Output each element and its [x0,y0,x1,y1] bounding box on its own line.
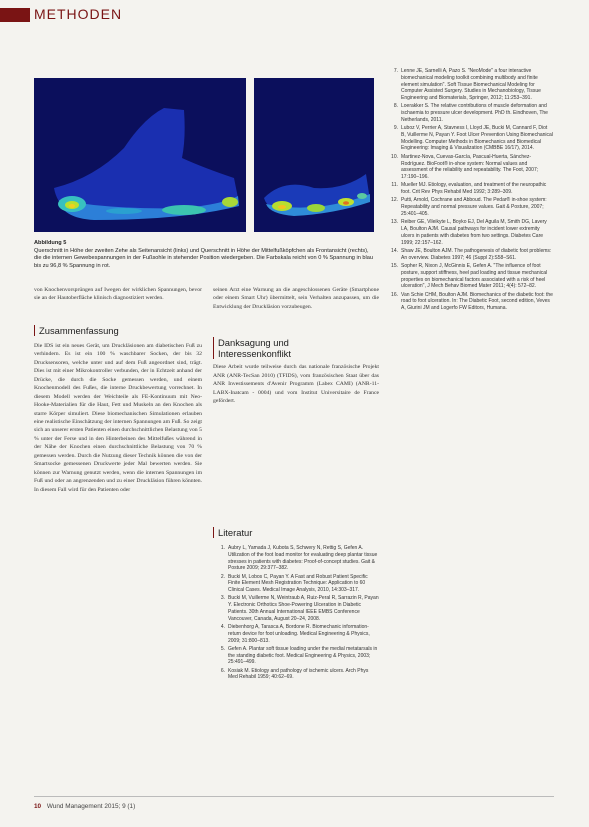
reference-number: 4. [220,624,225,631]
reference-item [386,103,553,123]
reference-text: Bucki M, Vuillerme N, Weintraub A, Ruiz-Peral R, Sarrazin R, Payan Y. Electronic Orthotics Shoe-Powering Ulceration in Diabetic Patients. 30th Annual International IEEE EMBS Conference Vancouver, Canada, August 20–24, 2008. [228,595,379,622]
acknowledgement-heading-line1: Danksagung und [218,337,289,349]
reference-item [386,197,553,217]
summary-text: Die IDS ist ein neues Gerät, um Druckläsionen am diabetischen Fuß zu verhindern. Es ist ein 100 % waschbarer Socken, der bis 32 Drucksensoren, welche unter und auf dem Fuß angeordnet sind, trägt. Dies ist mit einer Mikrokontroller verbunden, der in Echtzeit anhand der Drücke, die durch die Socke gemessen werden, und einem Knochenmodell des Fußes, die interne Druckbewertung vorrechnet. In diesem Modell werden der Weichteile als FE-Kontinuum mit Neo-Hooke-Materialien für die Haut, Fett und Muskeln an den Knochen als starre Körper simuliert. Diese biomechanischen Simulationen erlauben eine realistische Einschätzung der internen Spannungen am Fuß. So zeigt sich an unserer ersten Patienten einen durchschnittlichen Belastung von 5 % unter der Ferse und in den Hinterbeinen des Mittelfußes während in der Nähe der Knochen einen durchschnittliche Belastung von 70 % gemessen werden. Durch die Nutzung dieser Technik können die von der Smartsocke gemessenen Druckwerte jeder Mal bewerten werden. Sie können zur Warnung genutzt werden, wenn die internen Spannungen im Fuß und oder an angrenzenden und zu einer Druckläsion führen könnten. In diesem Fall wird für den Patienten oder [34,342,202,493]
reference-text: Reiber GE, Vileikyte L, Boyko EJ, Del Aguila M, Smith DG, Lavery LA, Boulton AJM. Causal pathways for incident lower extremity ulcers in patients with diabetes from two settings. Diabetes Care 1999; 22:157–162. [401,219,547,246]
reference-number: 15. [391,263,398,269]
reference-text: Diebenhorg A, Tarasca A, Bordone R. Biomechanic information-return device for foot unloading. Medical Engineering & Physics, 2009; 31:800–813. [228,624,370,644]
reference-item [386,125,553,152]
reference-text: Mueller MJ. Etiology, evaluation, and treatment of the neuropathic foot. Crit Rev Phys Rehabil Med 1992; 3:289–309. [401,182,547,196]
reference-list-right [386,68,553,313]
figure-caption [34,240,374,270]
reference-text: Loerakker S. The relative contributions of muscle deformation and ischaemia to pressure ulcer development. PhD th. Eindhoven, The Netherlands, 2011. [401,103,548,123]
literature-heading: Literatur [213,527,379,538]
reference-item [386,219,553,246]
reference-item [213,595,379,622]
reference-item [213,624,379,644]
reference-item [213,668,379,682]
section-color-bar [0,8,30,22]
section-label: METHODEN [34,6,123,22]
acknowledgement-heading-line2: Interessenkonflikt [218,348,291,360]
reference-list-middle [213,545,379,683]
reference-number: 2. [220,573,225,580]
reference-number: 9. [393,125,398,132]
reference-number: 11. [391,182,398,189]
reference-number: 6. [220,667,225,674]
reference-number: 3. [220,595,225,602]
reference-text: Sopher R, Nixon J, McGinnis E, Gefen A. "The influence of foot posture, support stiffness, heel pad loading and tissue mechanical properties on biomechanical factors associated with a risk of heel ulceration", J Mech Behav Biomed Mater 2011; 4(4): 572–82. [401,263,548,290]
summary-heading: Zusammenfassung [34,325,202,336]
side-view-stress-plot [34,78,246,232]
reference-text: Shaw JE, Boulton AJM. The pathogenesis of diabetic foot problems: An overview. Diabetes 1997; 46 (Suppl 2):S58–S61. [401,247,552,261]
page-footer [34,803,135,810]
left-column [34,286,202,494]
reference-number: 8. [393,103,398,110]
reference-number: 16. [391,291,398,298]
reference-item [386,182,553,196]
reference-text: Van Schie CHM, Boulton AJM. Biomechanics of the diabetic foot: the road to foot ulceration. In: The Diabetic Foot, second edition, Veves A, Giurini JM and Logerfo FW Editors, Humana. [401,291,553,312]
reference-text: Bucki M, Lobos C, Payan Y. A Fast and Robust Patient Specific Finite Element Mesh Registration Technique: Application to 60 Clinical Cases. Medical Image Analysis, 2010, 14:303–317. [228,573,368,594]
reference-text: Putti, Arnold, Cochrane and Abboud. The Pedar® in-shoe system: Repeatability and normal pressure values. Gait & Posture, 2007; 25:401–405. [401,197,547,217]
left-intro-text: von Knochenvorsprüngen auf Iwegen der wirklichen Spannungen, bevor sie an der Hautoberfläche klinisch diagnostiziert werden. [34,287,202,302]
reference-number: 5. [220,645,225,652]
figure-caption-text: Querschnitt in Höhe der zweiten Zehe als Seitenansicht (links) und Querschnitt in Höhe der Mittelfußköpfchen als Frontansicht (rechts), die die internen Gewebespannungen in der Fußsohle in stehender Position wiedergeben. Die Farbskala reicht von 0 % Spannung in blau bis zu 96,8 % Spannung in rot. [34,247,373,269]
reference-number: 10. [391,153,398,160]
reference-item [213,646,379,666]
reference-item [386,263,553,290]
reference-item [213,574,379,594]
footer-divider [34,796,554,797]
reference-item [386,68,553,102]
page-number: 10 [34,803,42,810]
reference-text: Lenne JE, Sarnelli A, Pazo S. "NeoMode" a four interactive biomechanical modeling toolkit combining multibody and finite element simulation". Soft Tissue Biomechanical Modeling for Computer Assisted Surgery. Studies in Mechanobiology, Tissue Engineering and Biomaterials, Springer, 2012; 11:253–391. [401,68,541,101]
acknowledgement-heading [213,337,379,359]
reference-number: 14. [391,247,398,254]
middle-intro-text: seinen Arzt eine Warnung an die angeschlossenen Geräte (Smartphone oder einem Smart Uhr) übermittelt, sein Verhalten anzupassen, um die Entwicklung der Druckläsion vorzubeugen. [213,287,379,310]
reference-number: 7. [393,68,398,74]
reference-item [386,292,553,312]
reference-item [213,545,379,572]
acknowledgement-text: Diese Arbeit wurde teilweise durch das nationale französische Projekt ANR (ANR-TecSan 2010) (TFIDS), vom französischen Staat über das ANR Investissements d'Avenir Programm (Labex CAMI) (ANR-11-LABX-Inatcam - 0004) und vom Institut Universitaire de France gefördert. [213,364,379,405]
reference-item [386,154,553,181]
reference-text: Kosiak M. Etiology and pathology of ischemic ulcers. Arch Phys Med Rehabil 1959; 40:62–69. [228,667,369,681]
figure-front-view [254,78,374,232]
middle-column [213,286,379,406]
figure-title: Abbildung 5 [34,240,67,246]
reference-number: 12. [391,197,398,204]
figure-side-view [34,78,246,232]
reference-text: Luboz V, Perrier A, Stavness I, Lloyd JE, Bucki M, Cannard F, Diot B, Vuillerme N, Payan Y. Foot Ulcer Prevention Using Biomechanical Modelling. Computer Methods in Biomechanics and Biomedical Engineering: Imaging & Visualization (CMBBE 16/17), 2014. [401,125,553,152]
reference-text: Aubry L, Yamada J, Kubota S, Schwery N, Rettig S, Gefen A. Utilization of the foot load monitor for evaluating deep plantar tissue stresses in patients with diabetes: Proof-of-concept studies. Gait & Posture 2009; 29:377–382. [228,545,378,572]
reference-item [386,248,553,262]
reference-number: 13. [391,219,398,226]
front-view-stress-plot [254,78,374,232]
literature-heading-wrap [213,527,379,538]
reference-text: Gefen A. Plantar soft tissue loading under the medial metatarsals in the standing diabetic foot. Medical Engineering & Physics, 2003; 25:491–499. [228,645,378,666]
reference-number: 1. [220,545,225,551]
reference-text: Martinez-Nova, Cuevas-García, Pascual-Huerta, Sánchez-Rodríguez. BioFoot® in-shoe system: Normal values and assessment of the reliability and repeatability. The Foot, 2007; 17:190–196. [401,153,539,181]
journal-name: Wund Management 2015; 9 (1) [46,803,136,810]
